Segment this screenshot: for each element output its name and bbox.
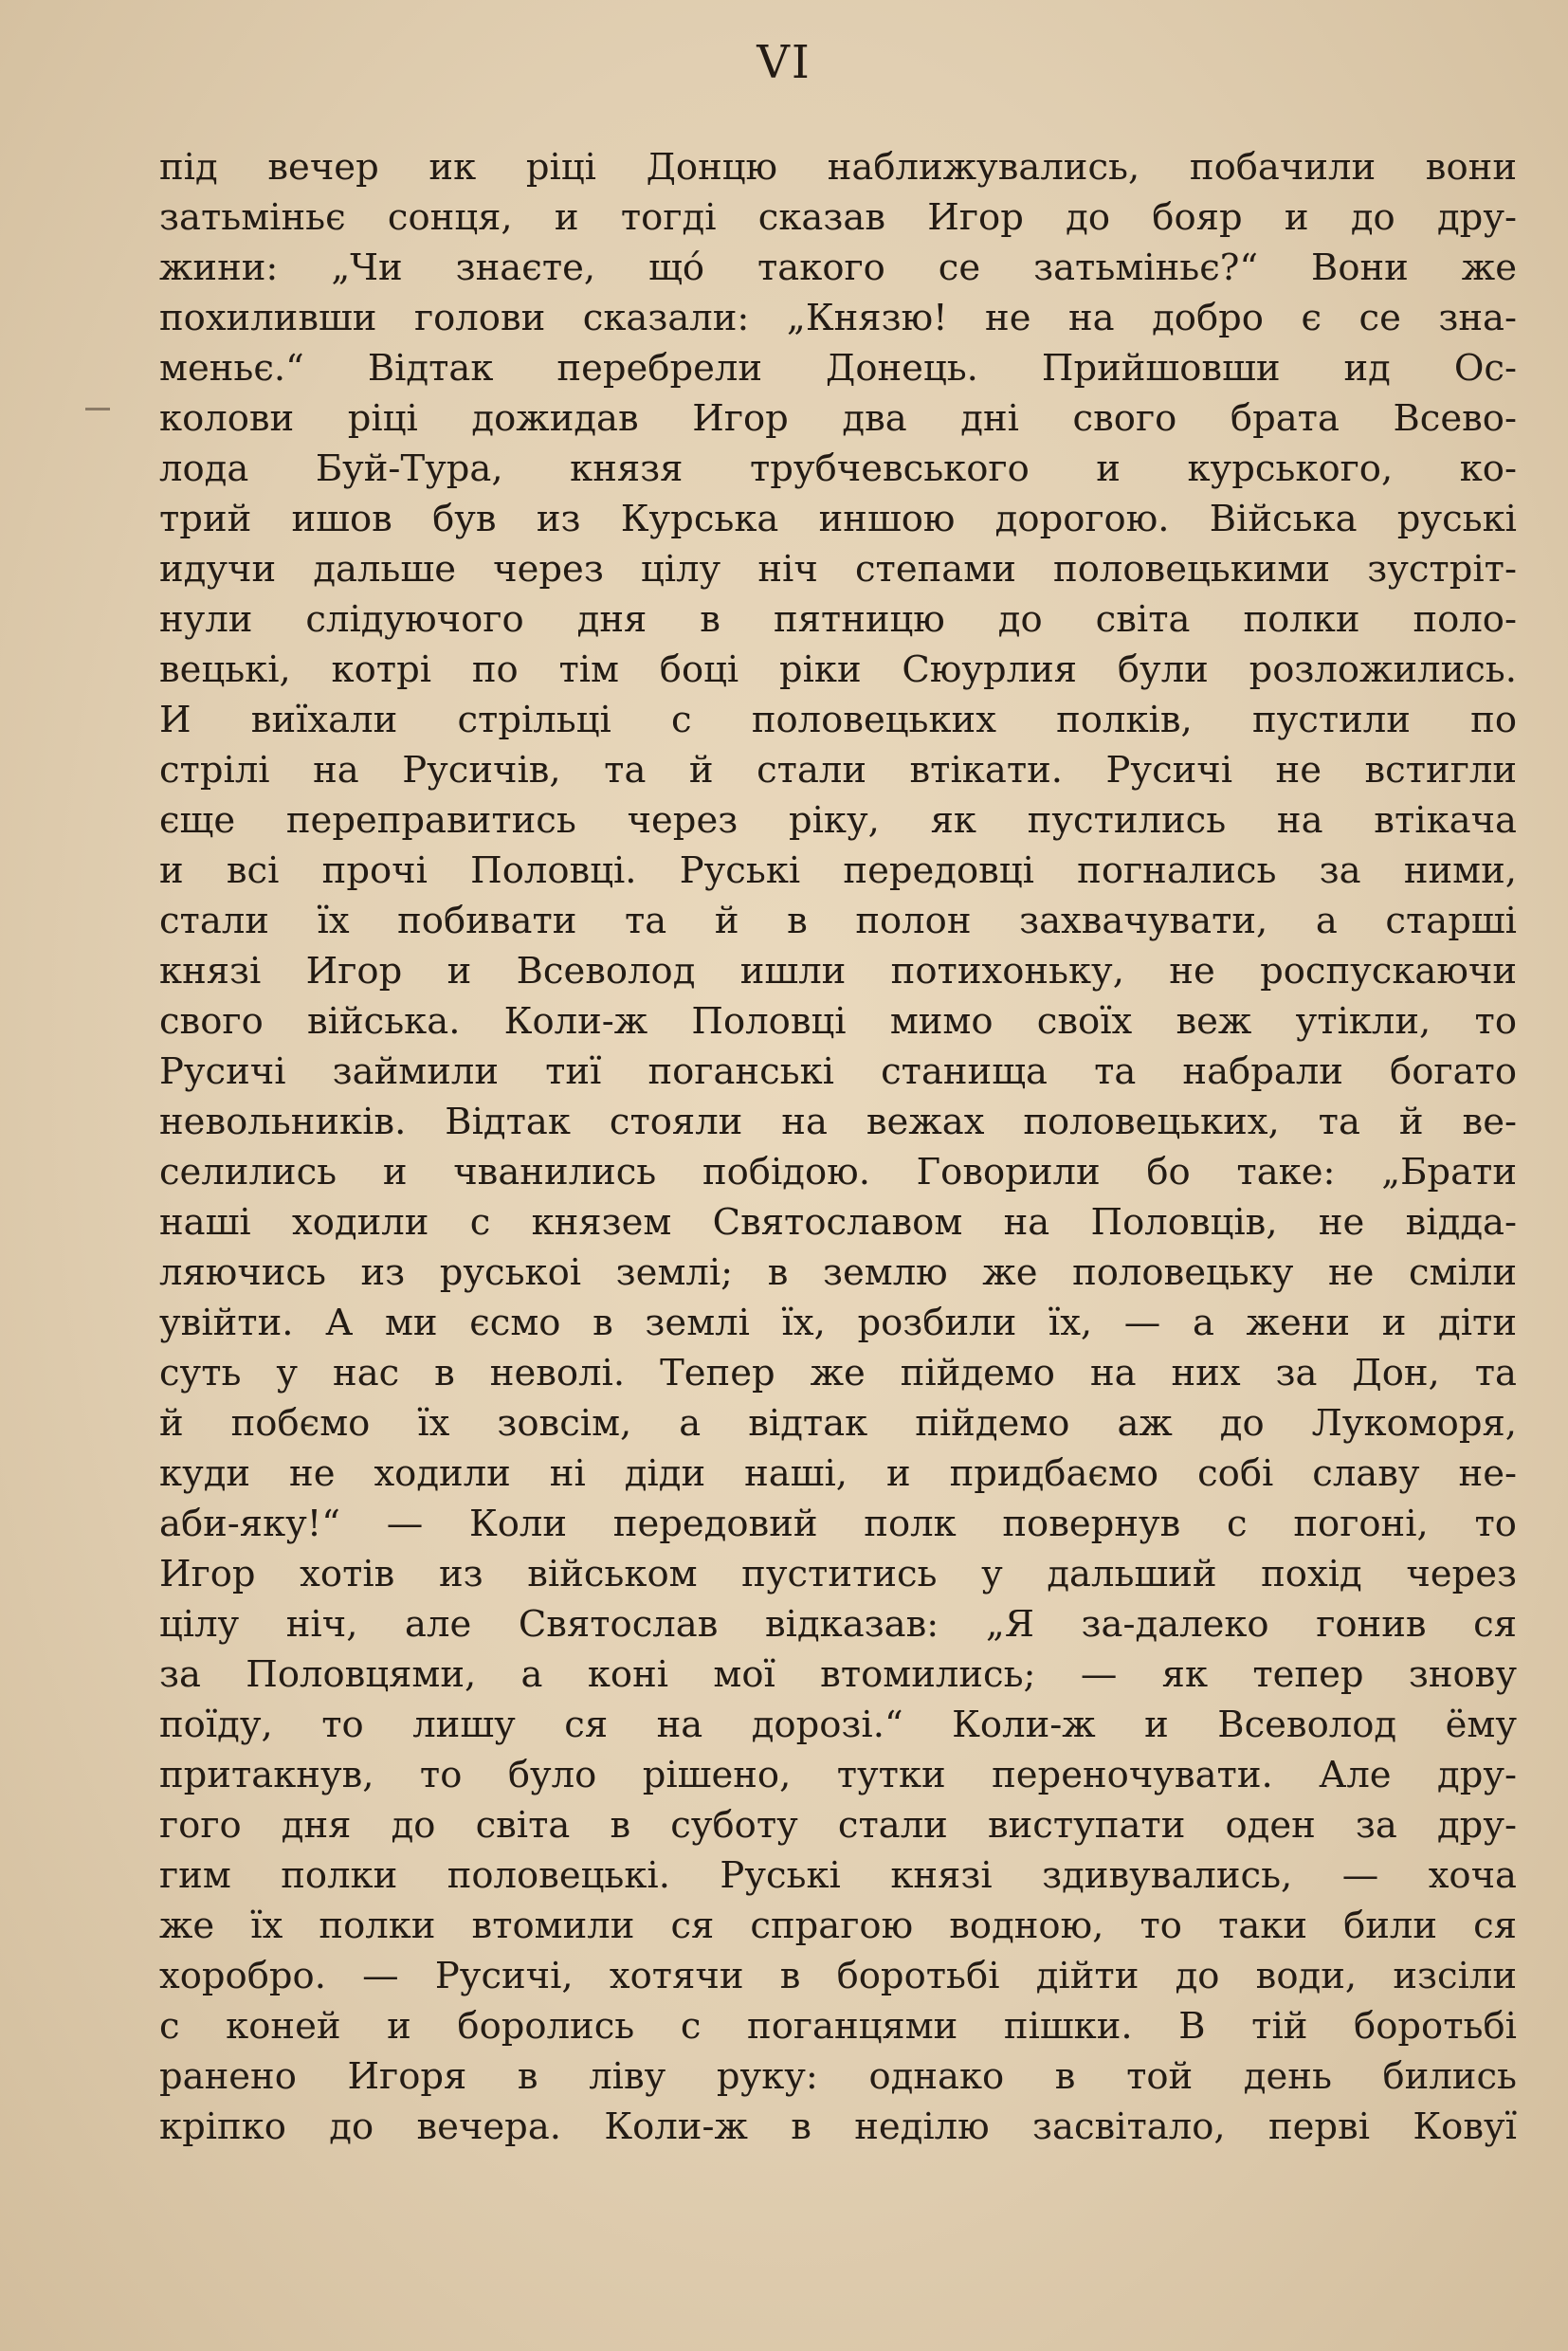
text-line: идучи дальше через цілу ніч степами половецькими зустріт- [159,548,1517,591]
text-line: єще переправитись через ріку, як пустились на втікача [159,799,1517,842]
text-line: же їх полки втомили ся спрагою водною, то таки били ся [159,1904,1517,1947]
text-line: нули слідуючого дня в пятницю до світа полки поло- [159,598,1517,641]
page-number: VI [757,36,811,89]
text-line: ляючись из руськоі землі; в землю же половецьку не сміли [159,1251,1517,1294]
text-line: невольників. Відтак стояли на вежах половецьких, та й ве- [159,1101,1517,1143]
text-line: увійти. А ми єсмо в землі їх, розбили їх, — а жени и діти [159,1302,1517,1344]
text-line: трий ишов був из Курська иншою дорогою. Військa руські [159,498,1517,540]
text-line: лода Буй-Тура, князя трубчевського и курського, ко- [159,447,1517,490]
text-line: куди не ходили ні діди наші, и придбаємо собі славу не- [159,1452,1517,1495]
text-line: стрілі на Русичів, та й стали втікати. Русичі не встигли [159,749,1517,792]
text-line: Русичі займили тиї поганські станища та набрали богато [159,1050,1517,1093]
text-line: гого дня до світа в суботу стали виступати оден за дру- [159,1804,1517,1847]
text-line: селились и чванились побідою. Говорили бо таке: „Брати [159,1151,1517,1194]
text-line: суть у нас в неволі. Тепер же пійдемо на них за Дон, та [159,1352,1517,1394]
body-text [159,142,1517,2152]
text-line: жини: „Чи знаєте, щó такого се затьміньє?“ Вони же [159,246,1517,289]
text-line: затьміньє сонця, и тогді сказав Игор до бояр и до дру- [159,196,1517,239]
text-line: за Половцями, а коні мої втомились; — як тепер знову [159,1653,1517,1696]
text-line: під вечер ик ріці Донцю наближувались, побачили вони [159,146,1517,189]
text-line: И виїхали стрільці с половецьких полків, пустили по [159,699,1517,741]
text-line: с коней и боролись с поганцями пішки. В тій боротьбі [159,2005,1517,2048]
text-line: меньє.“ Відтак перебрели Донець. Прийшовши ид Ос- [159,347,1517,390]
text-line: кріпко до вечера. Коли-ж в неділю засвітало, первi Ковуї [159,2105,1517,2148]
text-line: наші ходили с князем Святославом на Половців, не відда- [159,1201,1517,1244]
text-line: аби-яку!“ — Коли передовий полк повернув с погоні, то [159,1503,1517,1545]
margin-mark [85,408,110,410]
text-line: свого війська. Коли-ж Половці мимо своїх веж утікли, то [159,1000,1517,1043]
text-line: колови ріці дожидав Игор два дні свого брата Всево- [159,397,1517,440]
text-line: и всі прочі Половці. Руські передовці погнались за ними, [159,849,1517,892]
text-line: похиливши голови сказали: „Князю! не на добро є се зна- [159,297,1517,339]
text-line: ранено Игоря в ліву руку: однако в той день бились [159,2055,1517,2098]
text-line: князі Игор и Всеволод ишли потихоньку, не роспускаючи [159,950,1517,993]
text-line: й побємо їх зовсім, а відтак пійдемо аж до Лукоморя, [159,1402,1517,1445]
text-line: гим полки половецькі. Руські князі здивувались, — хоча [159,1854,1517,1897]
text-line: вецькі, котрі по тім боці ріки Сюурлия були розложились. [159,648,1517,691]
text-line: поїду, то лишу ся на дорозі.“ Коли-ж и Всеволод ёму [159,1704,1517,1746]
text-line: Игор хотів из військом пуститись у дальший похід через [159,1553,1517,1595]
text-line: стали їх побивати та й в полон захвачувати, а старші [159,900,1517,942]
text-line: цілу ніч, але Святослав відказав: „Я за-далеко гонив ся [159,1603,1517,1646]
text-line: хоробро. — Русичі, хотячи в боротьбі дійти до води, изсіли [159,1955,1517,1997]
text-line: притакнув, то було рішено, тутки переночувати. Але дру- [159,1754,1517,1796]
